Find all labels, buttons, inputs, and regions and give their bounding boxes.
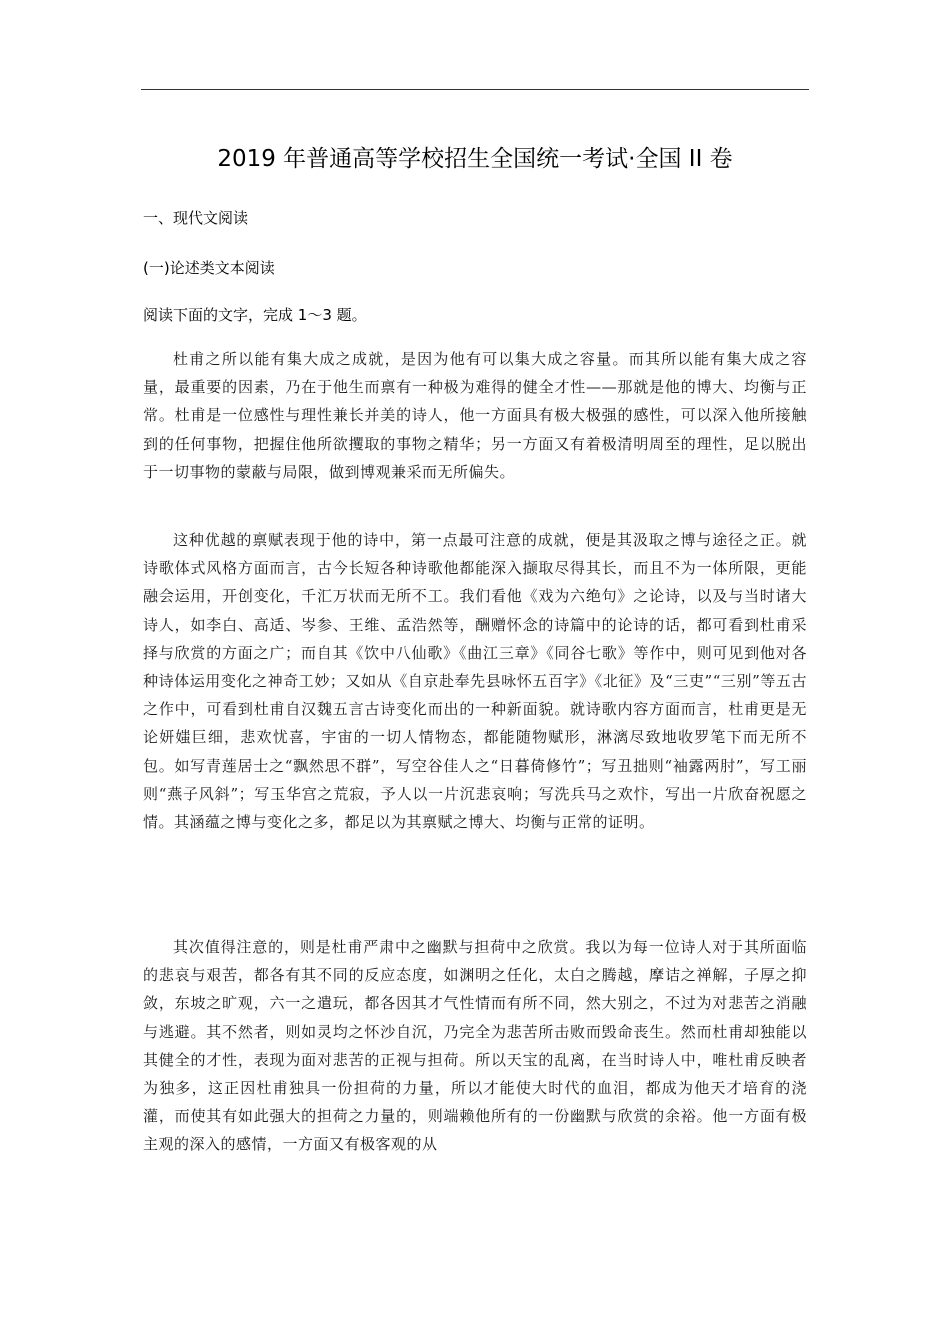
body-paragraph-1: 杜甫之所以能有集大成之成就，是因为他有可以集大成之容量。而其所以能有集大成之容量，最重要的因素，乃在于他生而禀有一种极为难得的健全才性——那就是他的博大、均衡与正常。杜甫是一位感性与理性兼长并美的诗人，他一方面具有极大极强的感性，可以深入他所接触到的任何事物，把握住他所欲攫取的事物之精华；另一方面又有着极清明周至的理性，足以脱出于一切事物的蒙蔽与局限，做到博观兼采而无所偏失。 [143, 350, 807, 481]
subsection-heading: (一)论述类文本阅读 [143, 259, 275, 277]
section-heading: 一、现代文阅读 [143, 209, 249, 227]
header-rule [141, 89, 809, 90]
reading-instruction: 阅读下面的文字，完成 1～3 题。 [143, 306, 367, 324]
page-title: 2019 年普通高等学校招生全国统一考试·全国 II 卷 [217, 146, 733, 172]
body-paragraph-3: 其次值得注意的，则是杜甫严肃中之幽默与担荷中之欣赏。我以为每一位诗人对于其所面临的悲哀与艰苦，都各有其不同的反应态度，如渊明之任化，太白之腾越，摩诘之禅解，子厚之抑敛，东坡之旷观，六一之遣玩，都各因其才气性情而有所不同，然大别之，不过为对悲苦之消融与逃避。其不然者，则如灵均之怀沙自沉，乃完全为悲苦所击败而毁命丧生。然而杜甫却独能以其健全的才性，表现为面对悲苦的正视与担荷。所以天宝的乱离，在当时诗人中，唯杜甫反映者为独多，这正因杜甫独具一份担荷的力量，所以才能使大时代的血泪，都成为他天才培育的浇灌，而使其有如此强大的担荷之力量的，则端赖他所有的一份幽默与欣赏的余裕。他一方面有极主观的深入的感情，一方面又有极客观的从 [143, 938, 807, 1154]
body-paragraph-2: 这种优越的禀赋表现于他的诗中，第一点最可注意的成就，便是其汲取之博与途径之正。就诗歌体式风格方面而言，古今长短各种诗歌他都能深入撷取尽得其长，而且不为一体所限，更能融会运用，开创变化，千汇万状而无所不工。我们看他《戏为六绝句》之论诗，以及与当时诸大诗人，如李白、高适、岑参、王维、孟浩然等，酬赠怀念的诗篇中的论诗的话，都可看到杜甫采择与欣赏的方面之广；而自其《饮中八仙歌》《曲江三章》《同谷七歌》等作中，则可见到他对各种诗体运用变化之神奇工妙；又如从《自京赴奉先县咏怀五百字》《北征》及“三吏”“三别”等五古之作中，可看到杜甫自汉魏五言古诗变化而出的一种新面貌。就诗歌内容方面而言，杜甫更是无论妍媸巨细，悲欢忧喜，宇宙的一切人情物态，都能随物赋形，淋漓尽致地收罗笔下而无所不包。如写青莲居士之“飘然思不群”，写空谷佳人之“日暮倚修竹”；写丑拙则“袖露两肘”，写工丽则“燕子风斜”；写玉华宫之荒寂，予人以一片沉悲哀响；写洗兵马之欢忭，写出一片欣奋祝愿之情。其涵蕴之博与变化之多，都足以为其禀赋之博大、均衡与正常的证明。 [143, 531, 807, 832]
